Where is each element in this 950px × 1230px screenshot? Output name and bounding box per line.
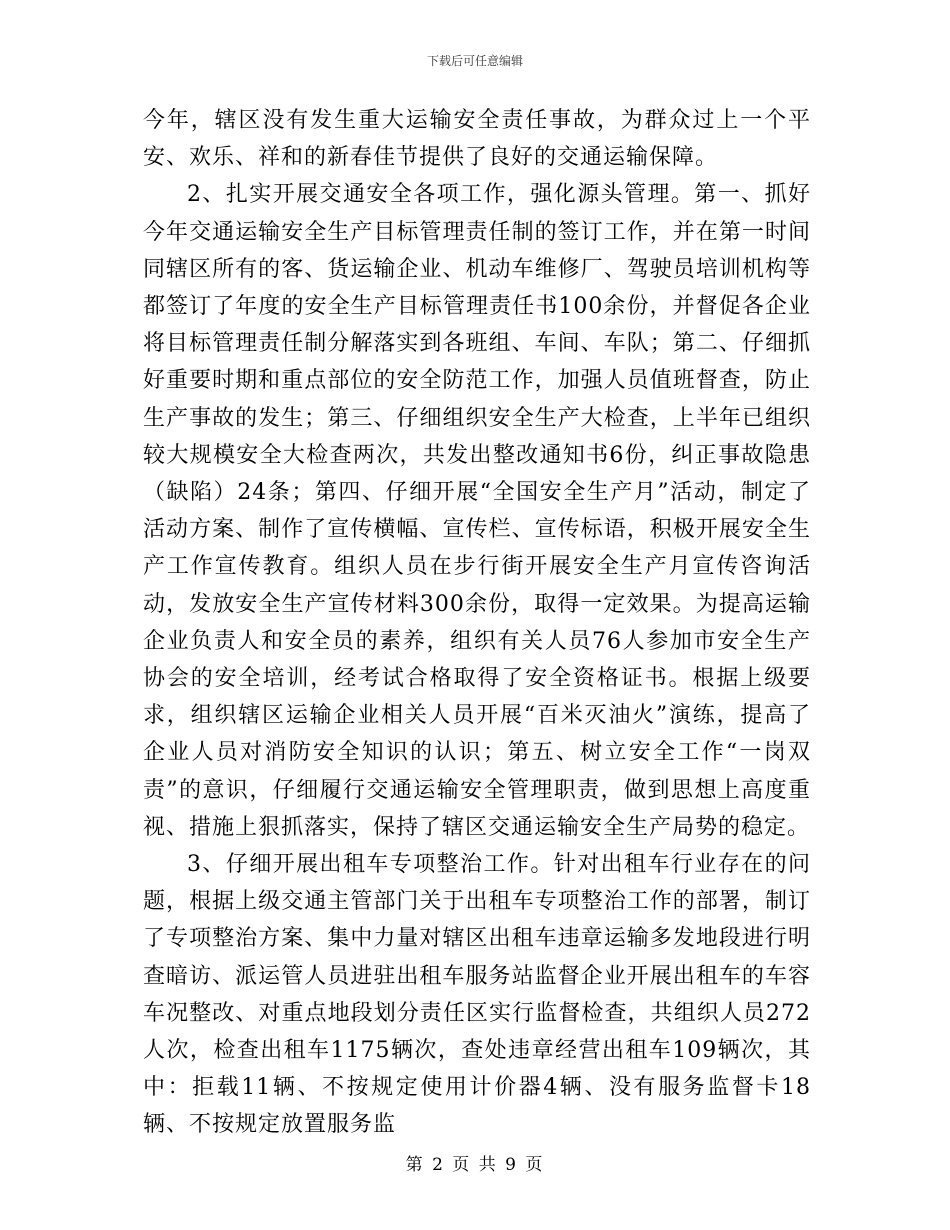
- paragraph-continued: 今年，辖区没有发生重大运输安全责任事故，为群众过上一个平安、欢乐、祥和的新春佳节提供了良好的交通运输保障。: [143, 108, 811, 171]
- page-number: 第 2 页 共 9 页: [405, 1155, 545, 1175]
- header-note: 下载后可任意编辑: [426, 54, 523, 68]
- paragraph-item-3: 3、仔细开展出租车专项整治工作。针对出租车行业存在的问题，根据上级交通主管部门关于出租车专项整治工作的部署，制订了专项整治方案、集中力量对辖区出租车违章运输多发地段进行明查暗访、派运管人员进驻出租车服务站监督企业开展出租车的车容车况整改、对重点地段划分责任区实行监督检查，共组织人员272人次，检查出租车1175辆次，查处违章经营出租车109辆次，其中：拒载11辆、不按规定使用计价器4辆、没有服务监督卡18辆、不按规定放置服务监: [143, 852, 811, 1138]
- paragraph-item-2: 2、扎实开展交通安全各项工作，强化源头管理。第一、抓好今年交通运输安全生产目标管理责任制的签订工作，并在第一时间同辖区所有的客、货运输企业、机动车维修厂、驾驶员培训机构等都签订了年度的安全生产目标管理责任书100余份，并督促各企业将目标管理责任制分解落实到各班组、车间、车队；第二、仔细抓好重要时期和重点部位的安全防范工作，加强人员值班督查，防止生产事故的发生；第三、仔细组织安全生产大检查，上半年已组织较大规模安全大检查两次，共发出整改通知书6份，纠正事故隐患（缺陷）24条；第四、仔细开展“全国安全生产月”活动，制定了活动方案、制作了宣传横幅、宣传栏、宣传标语，积极开展安全生产工作宣传教育。组织人员在步行街开展安全生产月宣传咨询活动，发放安全生产宣传材料300余份，取得一定效果。为提高运输企业负责人和安全员的素养，组织有关人员76人参加市安全生产协会的安全培训，经考试合格取得了安全资格证书。根据上级要求，组织辖区运输企业相关人员开展“百米灭油火”演练，提高了企业人员对消防安全知识的认识；第五、树立安全工作“一岗双责”的意识，仔细履行交通运输安全管理职责，做到思想上高度重视、措施上狠抓落实，保持了辖区交通运输安全生产局势的稳定。: [143, 182, 811, 840]
- document-body: [143, 102, 811, 1144]
